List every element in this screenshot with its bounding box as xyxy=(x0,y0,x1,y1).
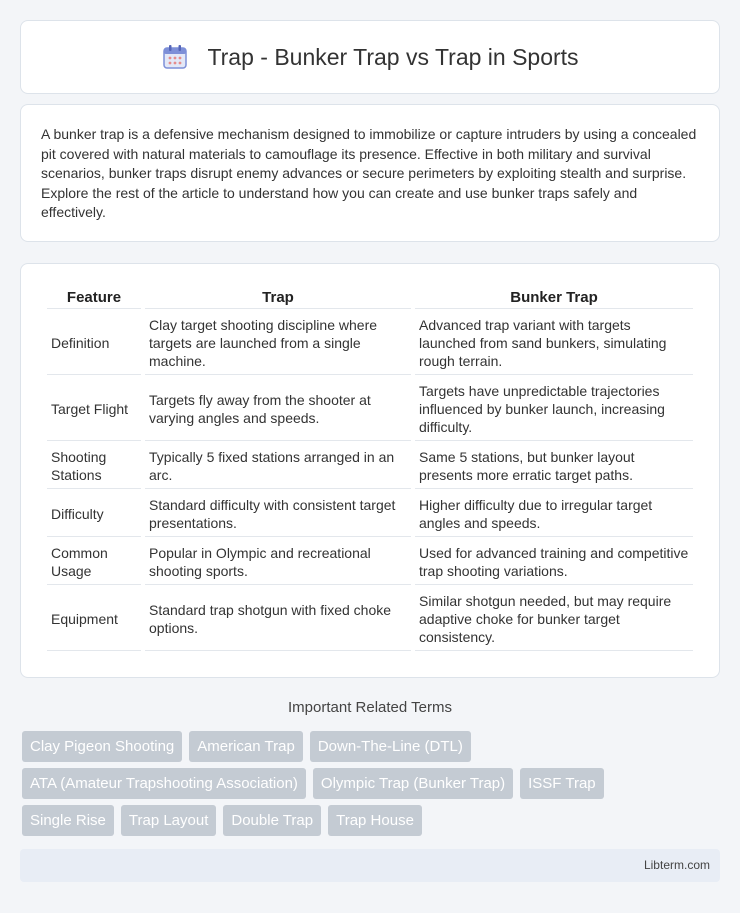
tag-american-trap[interactable]: American Trap xyxy=(189,731,303,762)
cell-bunker: Same 5 stations, but bunker layout presents more erratic target paths. xyxy=(415,443,693,489)
table-header-row xyxy=(47,286,693,309)
footer-bar xyxy=(20,849,720,882)
tag-trap-layout[interactable]: Trap Layout xyxy=(121,805,217,836)
cell-bunker: Targets have unpredictable trajectories influenced by bunker launch, increasing difficulty. xyxy=(415,377,693,441)
tag-double-trap[interactable]: Double Trap xyxy=(223,805,321,836)
tag-row xyxy=(22,805,722,836)
tag-clay-pigeon-shooting[interactable]: Clay Pigeon Shooting xyxy=(22,731,182,762)
cell-trap: Typically 5 fixed stations arranged in an arc. xyxy=(145,443,411,489)
column-header-feature: Feature xyxy=(47,286,141,309)
footer-site-link[interactable]: Libterm.com xyxy=(643,858,710,872)
page-title: Trap - Bunker Trap vs Trap in Sports xyxy=(207,43,579,70)
cell-feature: Definition xyxy=(47,311,141,375)
cell-feature: Equipment xyxy=(47,587,141,651)
table-row xyxy=(47,539,693,585)
intro-card xyxy=(20,104,720,242)
cell-feature: Target Flight xyxy=(47,377,141,441)
cell-bunker: Similar shotgun needed, but may require adaptive choke for bunker target consistency. xyxy=(415,587,693,651)
tag-down-the-line[interactable]: Down-The-Line (DTL) xyxy=(310,731,471,762)
tag-ata[interactable]: ATA (Amateur Trapshooting Association) xyxy=(22,768,306,799)
column-header-trap: Trap xyxy=(145,286,411,309)
cell-bunker: Used for advanced training and competitive trap shooting variations. xyxy=(415,539,693,585)
header-card xyxy=(20,20,720,94)
intro-paragraph: A bunker trap is a defensive mechanism designed to immobilize or capture intruders by using a concealed pit covered with natural materials to camouflage its presence. Effective in both military and survival scenarios, bunker traps disrupt enemy advances or secure perimeters by exploiting stealth and surprise. Explore the rest of the article to understand how you can create and use bunker traps safely and effectively. xyxy=(41,126,697,220)
table-row xyxy=(47,377,693,441)
tag-row xyxy=(22,731,722,762)
cell-trap: Popular in Olympic and recreational shooting sports. xyxy=(145,539,411,585)
cell-trap: Standard trap shotgun with fixed choke options. xyxy=(145,587,411,651)
tag-row xyxy=(22,768,722,799)
table-row xyxy=(47,311,693,375)
cell-trap: Clay target shooting discipline where targets are launched from a single machine. xyxy=(145,311,411,375)
cell-trap: Standard difficulty with consistent target presentations. xyxy=(145,491,411,537)
comparison-table xyxy=(43,284,697,653)
comparison-table-card xyxy=(20,263,720,678)
tag-issf-trap[interactable]: ISSF Trap xyxy=(520,768,604,799)
table-row xyxy=(47,443,693,489)
related-terms-title: Important Related Terms xyxy=(288,699,452,716)
tag-olympic-trap[interactable]: Olympic Trap (Bunker Trap) xyxy=(313,768,513,799)
related-terms-list xyxy=(22,731,722,842)
tag-trap-house[interactable]: Trap House xyxy=(328,805,422,836)
cell-bunker: Higher difficulty due to irregular target angles and speeds. xyxy=(415,491,693,537)
tag-single-rise[interactable]: Single Rise xyxy=(22,805,114,836)
cell-trap: Targets fly away from the shooter at varying angles and speeds. xyxy=(145,377,411,441)
cell-bunker: Advanced trap variant with targets launched from sand bunkers, simulating rough terrain. xyxy=(415,311,693,375)
cell-feature: Difficulty xyxy=(47,491,141,537)
table-row xyxy=(47,491,693,537)
column-header-bunker-trap: Bunker Trap xyxy=(415,286,693,309)
cell-feature: Common Usage xyxy=(47,539,141,585)
cell-feature: Shooting Stations xyxy=(47,443,141,489)
calendar-icon xyxy=(161,43,189,71)
header-inner xyxy=(161,43,578,71)
table-row xyxy=(47,587,693,651)
